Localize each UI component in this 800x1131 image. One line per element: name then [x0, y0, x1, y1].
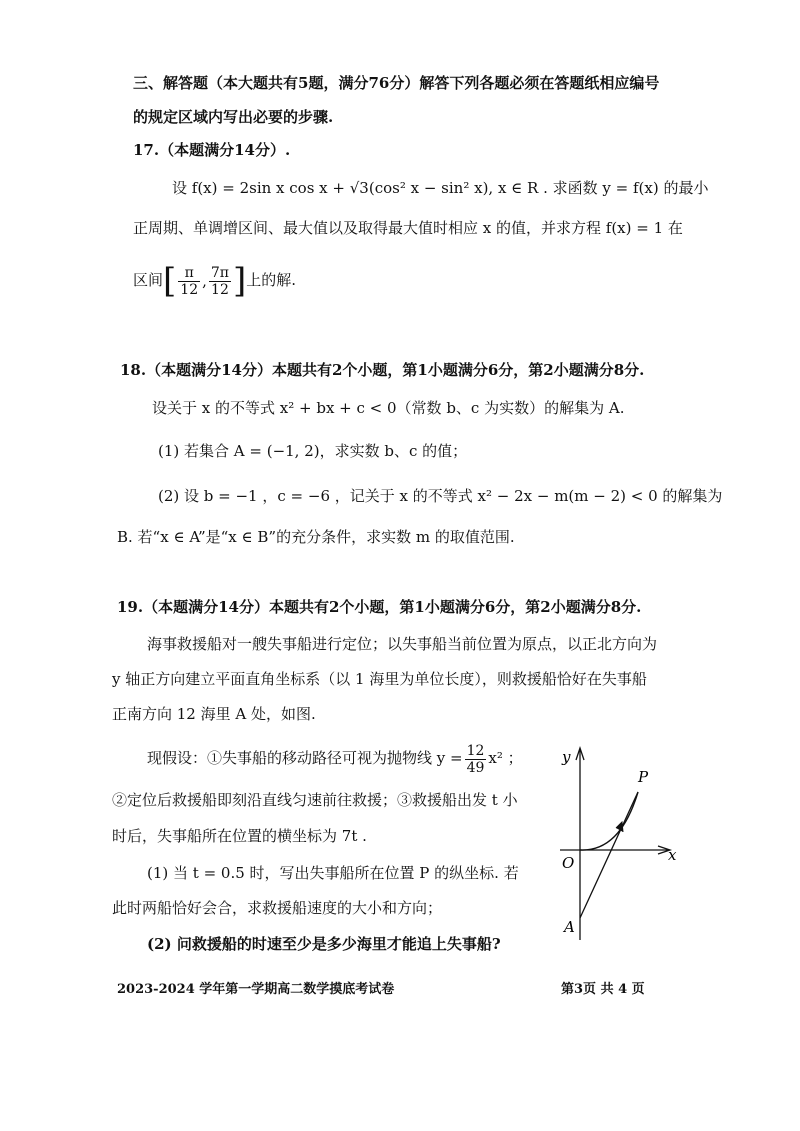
q19-line2: y 轴正方向建立平面直角坐标系（以 1 海里为单位长度），则救援船恰好在失事船 [112, 670, 647, 688]
footer-page-number: 第3页 共 4 页 [561, 982, 645, 997]
label-origin: O [562, 854, 575, 872]
fraction-7pi-over-12 [209, 265, 231, 298]
q17-line3-suffix: 上的解. [246, 271, 297, 289]
q17-line3-prefix: 区间 [133, 271, 164, 289]
fraction-12-over-49 [465, 743, 487, 776]
q19-assumption-prefix: 现假设：①失事船的移动路径可视为抛物线 y = [147, 749, 463, 767]
q19-line3: 正南方向 12 海里 A 处，如图. [112, 705, 316, 723]
q19-assumption [147, 738, 523, 778]
q17-header: 17.（本题满分14分）. [133, 141, 291, 159]
q19-line6: 时后，失事船所在位置的横坐标为 7t . [112, 827, 367, 845]
frac1-denominator: 12 [180, 281, 199, 298]
interval-left-bracket: [ [163, 261, 177, 301]
q19-line5: ②定位后救援船即刻沿直线匀速前往救援；③救援船出发 t 小 [112, 791, 518, 809]
q17-line1: 设 f(x) = 2sin x cos x + √3(cos² x − sin² x), x ∈ R . 求函数 y = f(x) 的最小 [172, 179, 709, 197]
section-title-line2: 的规定区域内写出必要的步骤. [133, 108, 334, 126]
coordinate-figure [550, 740, 690, 950]
q18-line1: 设关于 x 的不等式 x² + bx + c < 0（常数 b、c 为实数）的解集为 A. [152, 399, 625, 417]
q17-line2: 正周期、单调增区间、最大值以及取得最大值时相应 x 的值，并求方程 f(x) = 1 在 [133, 219, 683, 237]
q19-part2: (2) 问救援船的时速至少是多少海里才能追上失事船? [147, 935, 501, 953]
parabola-path [580, 792, 638, 850]
footer-exam-title: 2023-2024 学年第一学期高二数学摸底考试卷 [117, 982, 395, 997]
rescue-path-line [580, 792, 638, 918]
frac2-numerator: 7π [210, 264, 229, 281]
q19-header: 19.（本题满分14分）本题共有2个小题，第1小题满分6分，第2小题满分8分. [117, 598, 642, 616]
label-y: y [562, 748, 571, 766]
q18-part1: (1) 若集合 A = (−1, 2)，求实数 b、c 的值； [158, 442, 468, 460]
q19-part1b: 此时两船恰好会合，求救援船速度的大小和方向； [112, 899, 443, 917]
frac-49: 49 [466, 759, 485, 776]
frac-12: 12 [466, 742, 485, 759]
q18-header: 18.（本题满分14分）本题共有2个小题，第1小题满分6分，第2小题满分8分. [120, 361, 645, 379]
section-title-line1: 三、解答题（本大题共有5题，满分76分）解答下列各题必须在答题纸相应编号 [133, 74, 660, 92]
frac2-denominator: 12 [211, 281, 229, 298]
frac1-numerator: π [178, 265, 200, 282]
label-a: A [564, 918, 575, 936]
interval-right-bracket: ] [233, 261, 247, 301]
q19-line1: 海事救援船对一艘失事船进行定位；以失事船当前位置为原点，以正北方向为 [147, 635, 658, 653]
q18-part2: (2) 设 b = −1 ，c = −6 ，记关于 x 的不等式 x² − 2x − m(m − 2) < 0 的解集为 [158, 487, 723, 505]
q19-part1a: (1) 当 t = 0.5 时，写出失事船所在位置 P 的纵坐标. 若 [147, 864, 519, 882]
q17-line3: 区间[ $\frac{\pi}{12}$ , $\frac{7\pi}{12}$ ]上的解. [133, 261, 297, 301]
label-p: P [638, 768, 649, 786]
fraction-pi-over-12 [178, 265, 200, 298]
q19-assumption-suffix: x² ； [488, 749, 523, 767]
q18-part2-cont: B. 若“x ∈ A”是“x ∈ B”的充分条件，求实数 m 的取值范围. [117, 528, 515, 546]
label-x: x [668, 846, 677, 864]
